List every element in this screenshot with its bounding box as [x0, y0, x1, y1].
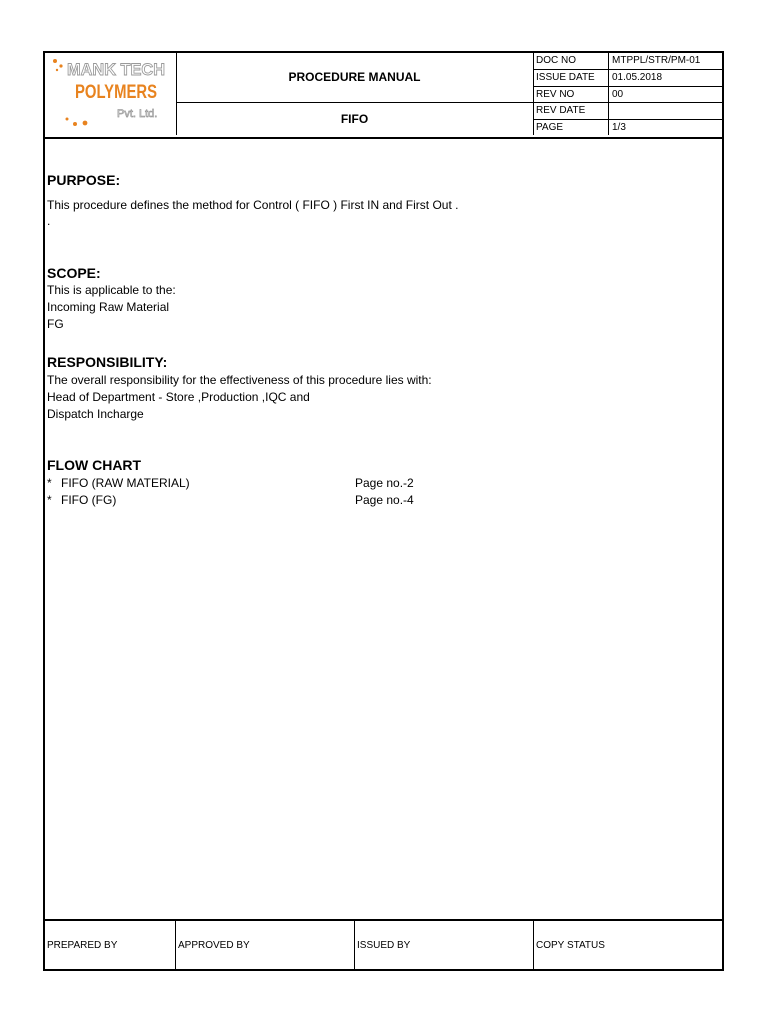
- meta-value: [610, 103, 722, 119]
- meta-value: MTPPL/STR/PM-01: [612, 55, 701, 66]
- meta-row-rev-no: [534, 87, 722, 103]
- logo-line3: Pvt. Ltd.: [117, 108, 158, 120]
- copy-status-cell: COPY STATUS: [536, 940, 605, 951]
- meta-value: 1/3: [612, 122, 626, 133]
- scope-line: FG: [47, 317, 64, 331]
- purpose-heading: PURPOSE:: [47, 172, 121, 188]
- flow-chart-item-name: FIFO (FG): [61, 493, 117, 507]
- meta-row-page: [534, 120, 722, 135]
- document-header: [45, 53, 722, 139]
- meta-row-rev-date: [534, 103, 722, 120]
- company-logo: [45, 53, 177, 135]
- responsibility-heading: RESPONSIBILITY:: [47, 354, 168, 370]
- meta-value: 01.05.2018: [612, 72, 663, 83]
- logo-line2: POLYMERS: [75, 82, 157, 103]
- signature-footer: [45, 919, 722, 971]
- meta-label: ISSUE DATE: [534, 70, 609, 86]
- flow-chart-heading: FLOW CHART: [47, 457, 142, 473]
- logo-graphic: [45, 53, 176, 135]
- document-frame: [43, 51, 724, 971]
- scope-heading: SCOPE:: [47, 265, 101, 281]
- flow-chart-item-name: FIFO (RAW MATERIAL): [61, 476, 190, 490]
- title-block: [176, 53, 534, 135]
- issued-by-cell: ISSUED BY: [355, 921, 534, 971]
- responsibility-line: The overall responsibility for the effectiveness of this procedure lies with:: [47, 373, 432, 387]
- responsibility-line: Dispatch Incharge: [47, 407, 144, 421]
- approved-by-cell: APPROVED BY: [176, 921, 355, 971]
- purpose-text: This procedure defines the method for Control ( FIFO ) First IN and First Out .: [47, 198, 459, 212]
- document-meta-table: [534, 53, 722, 135]
- meta-row-issue-date: [534, 70, 722, 87]
- flow-chart-item-page: Page no.-2: [355, 476, 414, 490]
- document-title: PROCEDURE MANUAL: [176, 53, 533, 103]
- document-subtitle: FIFO: [340, 112, 369, 126]
- purpose-dot: .: [47, 214, 51, 228]
- flow-chart-bullet: *: [47, 476, 52, 490]
- meta-label: DOC NO: [534, 53, 609, 69]
- logo-line1: MANK TECH: [67, 60, 165, 79]
- responsibility-line: Head of Department - Store ,Production ,IQC and: [47, 390, 310, 404]
- flow-chart-bullet: *: [47, 493, 52, 507]
- meta-label: REV DATE: [534, 103, 609, 119]
- scope-line: This is applicable to the:: [47, 283, 176, 297]
- meta-row-doc-no: [534, 53, 722, 70]
- meta-label: PAGE: [534, 120, 609, 135]
- scope-line: Incoming Raw Material: [47, 300, 170, 314]
- prepared-by-cell: PREPARED BY: [45, 921, 176, 971]
- meta-label: REV NO: [534, 87, 609, 102]
- meta-value: 00: [612, 89, 624, 100]
- flow-chart-item-page: Page no.-4: [355, 493, 414, 507]
